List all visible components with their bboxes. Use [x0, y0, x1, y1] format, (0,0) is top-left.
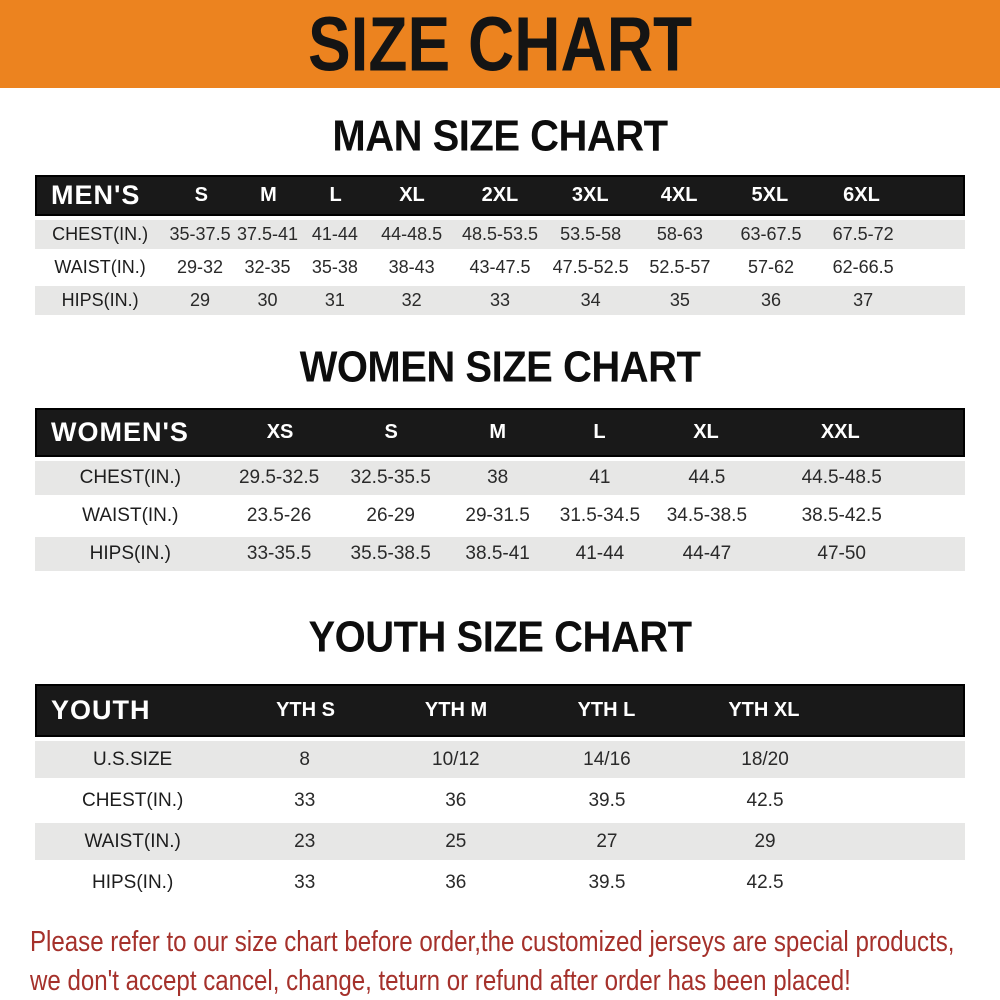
men-row-label-1: WAIST(IN.): [54, 257, 146, 277]
men-cell-0-2: 41-44: [311, 224, 358, 244]
men-row-label-0: CHEST(IN.): [52, 224, 149, 244]
banner-title: SIZE CHART: [307, 1, 693, 87]
youth-cell-3-0: 33: [294, 871, 316, 893]
men-table-row: [35, 253, 965, 282]
men-cell-1-2: 35-38: [311, 257, 358, 277]
women-column-header-3: L: [593, 421, 606, 443]
youth-chart-title: YOUTH SIZE CHART: [308, 612, 692, 662]
women-column-header-4: XL: [693, 421, 719, 443]
men-header-label: MEN'S: [51, 180, 141, 210]
men-cell-0-8: 67.5-72: [832, 224, 894, 244]
youth-cell-1-0: 33: [294, 789, 316, 811]
youth-size-chart-section: [0, 612, 1000, 901]
men-cell-0-4: 48.5-53.5: [461, 224, 538, 244]
youth-cell-0-3: 18/20: [741, 748, 789, 770]
youth-row-label-3: HIPS(IN.): [92, 871, 174, 893]
women-cell-1-4: 34.5-38.5: [666, 505, 748, 526]
men-cell-2-6: 35: [669, 290, 690, 310]
men-column-header-1: M: [260, 184, 277, 206]
men-cell-0-0: 35-37.5: [169, 224, 231, 244]
men-cell-0-1: 37.5-41: [236, 224, 299, 244]
men-chart-title: MAN SIZE CHART: [332, 111, 668, 161]
women-cell-2-0: 33-35.5: [246, 543, 312, 564]
women-row-label-1: WAIST(IN.): [82, 505, 179, 526]
youth-column-header-3: YTH XL: [728, 699, 800, 721]
women-cell-2-3: 41-44: [575, 543, 625, 564]
men-cell-1-7: 57-62: [748, 257, 795, 277]
youth-cell-2-2: 27: [596, 830, 618, 852]
men-cell-1-0: 29-32: [177, 257, 224, 277]
size-chart-banner: [0, 0, 1000, 88]
youth-header-label: YOUTH: [51, 695, 151, 725]
youth-table-row: [35, 741, 965, 778]
women-chart-title: WOMEN SIZE CHART: [299, 342, 701, 392]
men-cell-0-7: 63-67.5: [740, 224, 802, 244]
women-column-header-5: XXL: [820, 421, 860, 443]
men-cell-2-3: 32: [401, 290, 422, 310]
women-cell-2-5: 47-50: [817, 543, 867, 564]
youth-cell-1-2: 39.5: [588, 789, 626, 811]
men-column-header-3: XL: [399, 184, 425, 206]
men-size-table: [35, 175, 965, 315]
youth-cell-0-0: 8: [299, 748, 310, 770]
men-cell-0-5: 53.5-58: [560, 224, 622, 244]
women-table-header-row: [35, 408, 965, 457]
women-column-header-1: S: [384, 421, 398, 443]
men-cell-1-1: 32-35: [244, 257, 291, 277]
women-cell-1-5: 38.5-42.5: [801, 505, 882, 526]
women-cell-1-3: 31.5-34.5: [559, 505, 641, 526]
men-cell-1-3: 38-43: [388, 257, 435, 277]
women-cell-0-1: 32.5-35.5: [350, 467, 431, 488]
women-column-header-0: XS: [266, 421, 294, 443]
men-cell-2-4: 33: [489, 290, 510, 310]
women-cell-0-0: 29.5-32.5: [238, 467, 320, 488]
youth-row-label-2: WAIST(IN.): [84, 830, 181, 852]
men-row-label-2: HIPS(IN.): [61, 290, 139, 310]
men-cell-2-2: 31: [324, 290, 345, 310]
youth-cell-2-3: 29: [754, 830, 776, 852]
women-table-row: [35, 461, 965, 495]
youth-cell-2-1: 25: [445, 830, 467, 852]
women-table-row: [35, 499, 965, 533]
men-column-header-8: 6XL: [843, 184, 880, 206]
men-table-header-row: [35, 175, 965, 216]
men-column-header-6: 4XL: [660, 184, 698, 206]
men-table-body: [35, 220, 965, 315]
youth-table-row: [35, 782, 965, 819]
women-column-header-2: M: [489, 421, 506, 443]
men-cell-2-7: 36: [761, 290, 782, 310]
women-size-chart-section: [0, 342, 1000, 571]
order-notice-line-2: we don't accept cancel, change, teturn or refund after order has been placed!: [30, 965, 851, 997]
youth-table-row: [35, 864, 965, 901]
men-column-header-2: L: [329, 184, 342, 206]
women-cell-0-4: 44.5: [688, 467, 726, 488]
youth-cell-1-3: 42.5: [746, 789, 784, 811]
men-table-row: [35, 220, 965, 249]
youth-cell-0-1: 10/12: [432, 748, 480, 770]
youth-cell-2-0: 23: [294, 830, 316, 852]
women-cell-0-5: 44.5-48.5: [801, 467, 882, 488]
women-cell-2-4: 44-47: [682, 543, 732, 564]
men-cell-2-8: 37: [853, 290, 874, 310]
order-notice: [0, 923, 1000, 1000]
men-cell-2-5: 34: [580, 290, 601, 310]
youth-cell-0-2: 14/16: [583, 748, 631, 770]
youth-column-header-0: YTH S: [276, 699, 335, 721]
women-table-row: [35, 537, 965, 571]
youth-cell-1-1: 36: [445, 789, 467, 811]
women-cell-1-1: 26-29: [366, 505, 415, 526]
youth-column-header-1: YTH M: [424, 699, 488, 721]
men-column-header-0: S: [194, 184, 209, 206]
women-cell-0-3: 41: [589, 467, 611, 488]
women-cell-1-2: 29-31.5: [465, 505, 530, 526]
youth-table-body: [35, 741, 965, 901]
youth-table-header-row: [35, 684, 965, 737]
women-cell-2-1: 35.5-38.5: [350, 543, 431, 564]
youth-cell-3-3: 42.5: [746, 871, 784, 893]
youth-cell-3-1: 36: [445, 871, 467, 893]
women-header-label: WOMEN'S: [51, 417, 189, 447]
men-column-header-4: 2XL: [481, 184, 519, 206]
women-row-label-0: CHEST(IN.): [79, 467, 181, 488]
order-notice-line-1: Please refer to our size chart before order,the customized jerseys are special products,: [30, 926, 955, 958]
men-table-row: [35, 286, 965, 315]
men-size-chart-section: [0, 111, 1000, 315]
men-cell-2-0: 29: [190, 290, 211, 310]
youth-column-header-2: YTH L: [577, 699, 636, 721]
men-cell-0-3: 44-48.5: [381, 224, 443, 244]
women-cell-2-2: 38.5-41: [465, 543, 530, 564]
men-cell-1-4: 43-47.5: [469, 257, 531, 277]
men-cell-1-5: 47.5-52.5: [552, 257, 629, 277]
youth-size-table: [35, 684, 965, 901]
women-size-table: [35, 408, 965, 571]
women-cell-0-2: 38: [487, 467, 509, 488]
women-row-label-2: HIPS(IN.): [89, 543, 171, 564]
women-table-body: [35, 461, 965, 571]
men-cell-0-6: 58-63: [656, 224, 703, 244]
youth-row-label-0: U.S.SIZE: [93, 748, 173, 770]
women-cell-1-0: 23.5-26: [246, 505, 312, 526]
men-column-header-7: 5XL: [751, 184, 789, 206]
men-cell-1-6: 52.5-57: [649, 257, 711, 277]
men-column-header-5: 3XL: [571, 184, 609, 206]
men-cell-2-1: 30: [257, 290, 278, 310]
youth-row-label-1: CHEST(IN.): [81, 789, 184, 811]
men-cell-1-8: 62-66.5: [832, 257, 894, 277]
youth-cell-3-2: 39.5: [588, 871, 626, 893]
youth-table-row: [35, 823, 965, 860]
